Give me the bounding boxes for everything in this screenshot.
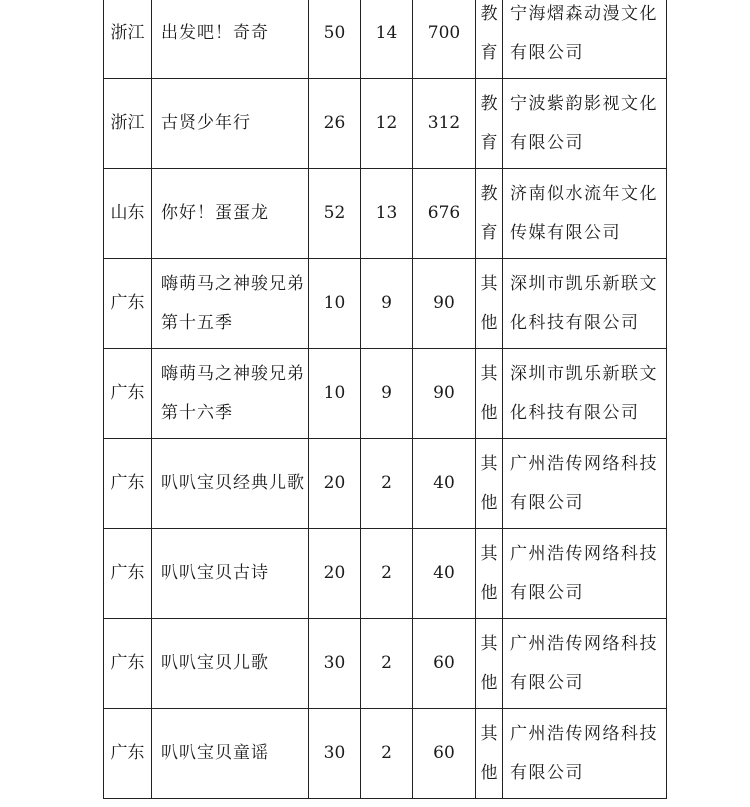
table-row <box>104 259 667 349</box>
province-cell: 广东 <box>104 619 152 709</box>
total-minutes-cell: 90 <box>413 259 476 349</box>
producer-cell: 深圳市凯乐新联文化科技有限公司 <box>503 349 667 439</box>
category-cell <box>476 709 503 799</box>
producer-cell: 济南似水流年文化传媒有限公司 <box>503 169 667 259</box>
producer-cell: 广州浩传网络科技有限公司 <box>503 529 667 619</box>
title-cell: 叭叭宝贝经典儿歌 <box>152 439 309 529</box>
total-minutes-cell: 676 <box>413 169 476 259</box>
producer-cell: 广州浩传网络科技有限公司 <box>503 619 667 709</box>
table-row <box>104 439 667 529</box>
total-minutes-cell: 40 <box>413 439 476 529</box>
episodes-cell: 50 <box>309 0 361 79</box>
title-cell: 你好！蛋蛋龙 <box>152 169 309 259</box>
category-text: 其他 <box>480 633 498 693</box>
category-text: 教育 <box>480 183 498 243</box>
province-cell: 广东 <box>104 439 152 529</box>
category-text: 其他 <box>480 453 498 513</box>
category-text: 其他 <box>480 273 498 333</box>
total-minutes-cell: 312 <box>413 79 476 169</box>
title-cell: 嗨萌马之神骏兄弟 第十六季 <box>152 349 309 439</box>
episodes-cell: 26 <box>309 79 361 169</box>
table-row <box>104 0 667 79</box>
category-cell <box>476 0 503 79</box>
category-text: 其他 <box>480 363 498 423</box>
episodes-cell: 30 <box>309 619 361 709</box>
table-row <box>104 169 667 259</box>
category-cell <box>476 619 503 709</box>
episodes-cell: 30 <box>309 709 361 799</box>
title-cell: 古贤少年行 <box>152 79 309 169</box>
province-cell: 广东 <box>104 529 152 619</box>
total-minutes-cell: 60 <box>413 709 476 799</box>
total-minutes-cell: 90 <box>413 349 476 439</box>
title-cell: 叭叭宝贝古诗 <box>152 529 309 619</box>
minutes-cell: 14 <box>361 0 413 79</box>
category-cell <box>476 79 503 169</box>
episodes-cell: 10 <box>309 259 361 349</box>
minutes-cell: 12 <box>361 79 413 169</box>
animation-listing-table <box>103 0 667 799</box>
category-text: 其他 <box>480 723 498 783</box>
episodes-cell: 20 <box>309 439 361 529</box>
minutes-cell: 9 <box>361 349 413 439</box>
category-cell <box>476 259 503 349</box>
episodes-cell: 20 <box>309 529 361 619</box>
province-cell: 广东 <box>104 709 152 799</box>
category-cell <box>476 349 503 439</box>
producer-cell: 宁波紫韵影视文化有限公司 <box>503 79 667 169</box>
producer-cell: 深圳市凯乐新联文化科技有限公司 <box>503 259 667 349</box>
minutes-cell: 2 <box>361 709 413 799</box>
minutes-cell: 2 <box>361 439 413 529</box>
category-text: 其他 <box>480 543 498 603</box>
category-text: 教育 <box>480 3 498 63</box>
category-text: 教育 <box>480 93 498 153</box>
title-cell: 嗨萌马之神骏兄弟 第十五季 <box>152 259 309 349</box>
province-cell: 浙江 <box>104 0 152 79</box>
province-cell: 浙江 <box>104 79 152 169</box>
producer-cell: 宁海熠森动漫文化有限公司 <box>503 0 667 79</box>
category-cell <box>476 169 503 259</box>
category-cell <box>476 439 503 529</box>
title-cell: 叭叭宝贝童谣 <box>152 709 309 799</box>
table-row <box>104 709 667 799</box>
title-cell: 叭叭宝贝儿歌 <box>152 619 309 709</box>
total-minutes-cell: 40 <box>413 529 476 619</box>
minutes-cell: 2 <box>361 529 413 619</box>
producer-cell: 广州浩传网络科技有限公司 <box>503 709 667 799</box>
minutes-cell: 13 <box>361 169 413 259</box>
province-cell: 广东 <box>104 259 152 349</box>
title-cell: 出发吧！奇奇 <box>152 0 309 79</box>
minutes-cell: 2 <box>361 619 413 709</box>
producer-cell: 广州浩传网络科技有限公司 <box>503 439 667 529</box>
minutes-cell: 9 <box>361 259 413 349</box>
table-row <box>104 79 667 169</box>
episodes-cell: 52 <box>309 169 361 259</box>
episodes-cell: 10 <box>309 349 361 439</box>
total-minutes-cell: 60 <box>413 619 476 709</box>
table-row <box>104 619 667 709</box>
province-cell: 山东 <box>104 169 152 259</box>
category-cell <box>476 529 503 619</box>
province-cell: 广东 <box>104 349 152 439</box>
total-minutes-cell: 700 <box>413 0 476 79</box>
table-row <box>104 529 667 619</box>
table-row <box>104 349 667 439</box>
